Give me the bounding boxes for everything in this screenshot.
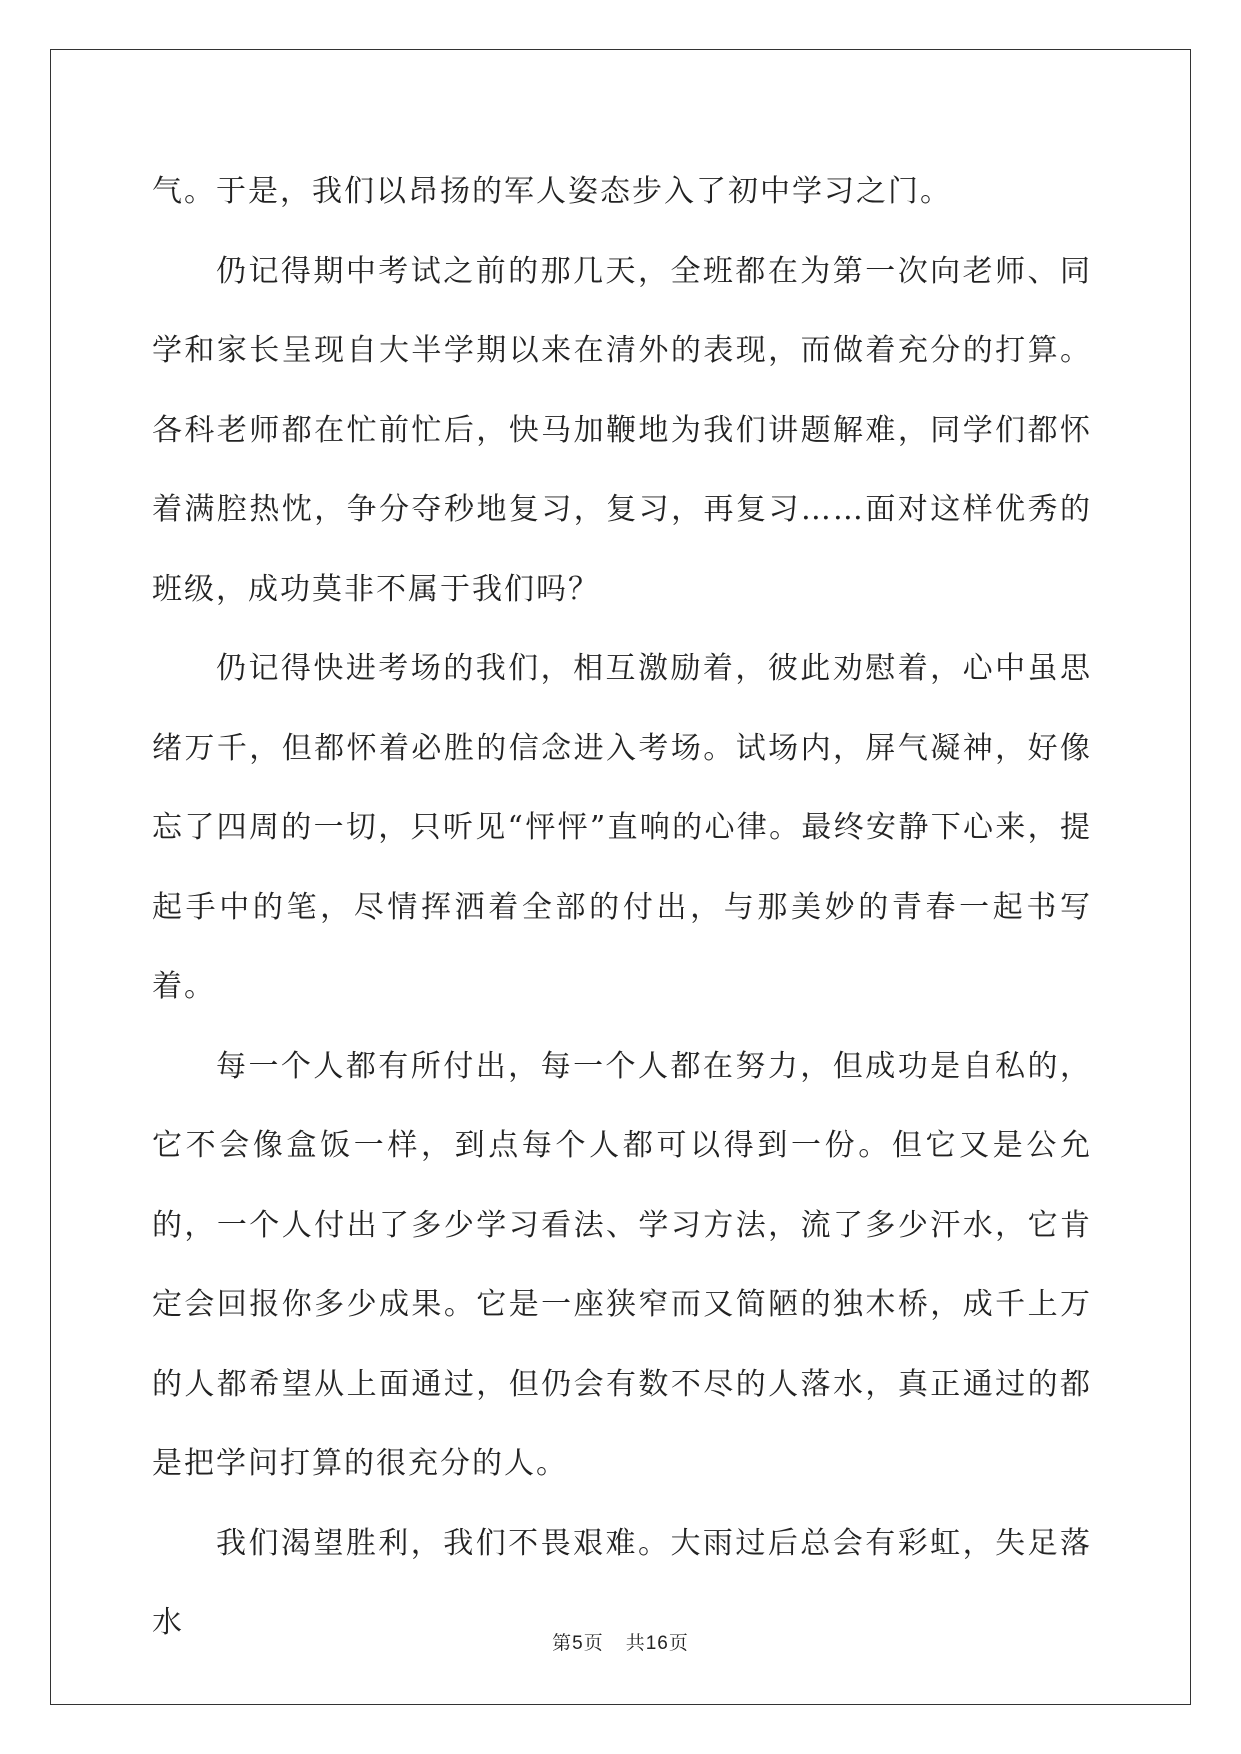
page-suffix: 页 xyxy=(583,1632,604,1654)
page-prefix: 第 xyxy=(552,1632,573,1654)
total-suffix: 页 xyxy=(668,1632,689,1654)
page-footer xyxy=(0,1628,1241,1655)
paragraph-4: 每一个人都有所付出，每一个人都在努力，但成功是自私的，它不会像盒饭一样，到点每个人都可以得到一份。但它又是公允的，一个人付出了多少学习看法、学习方法，流了多少汗水，它肯定会回报你多少成果。它是一座狭窄而又简陋的独木桥，成千上万的人都希望从上面通过，但仍会有数不尽的人落水，真正通过的都是把学问打算的很充分的人。 xyxy=(152,1048,1092,1481)
paragraph-1: 气。于是，我们以昂扬的军人姿态步入了初中学习之门。 xyxy=(152,174,952,209)
page-total: 16 xyxy=(645,1633,669,1654)
paragraph-5: 我们渴望胜利，我们不畏艰难。大雨过后总会有彩虹，失足落水 xyxy=(152,1525,1092,1640)
page-current: 5 xyxy=(572,1633,584,1654)
total-prefix: 共 xyxy=(625,1632,646,1654)
document-body xyxy=(152,152,1092,1663)
paragraph-2: 仍记得期中考试之前的那几天，全班都在为第一次向老师、同学和家长呈现自大半学期以来在清外的表现，而做着充分的打算。各科老师都在忙前忙后，快马加鞭地为我们讲题解难，同学们都怀着满腔热忱，争分夺秒地复习，复习，再复习……面对这样优秀的班级，成功莫非不属于我们吗？ xyxy=(152,253,1092,607)
paragraph-3: 仍记得快进考场的我们，相互激励着，彼此劝慰着，心中虽思绪万千，但都怀着必胜的信念进入考场。试场内，屏气凝神，好像忘了四周的一切，只听见“怦怦”直响的心律。最终安静下心来，提起手中的笔，尽情挥洒着全部的付出，与那美妙的青春一起书写着。 xyxy=(152,651,1092,1004)
